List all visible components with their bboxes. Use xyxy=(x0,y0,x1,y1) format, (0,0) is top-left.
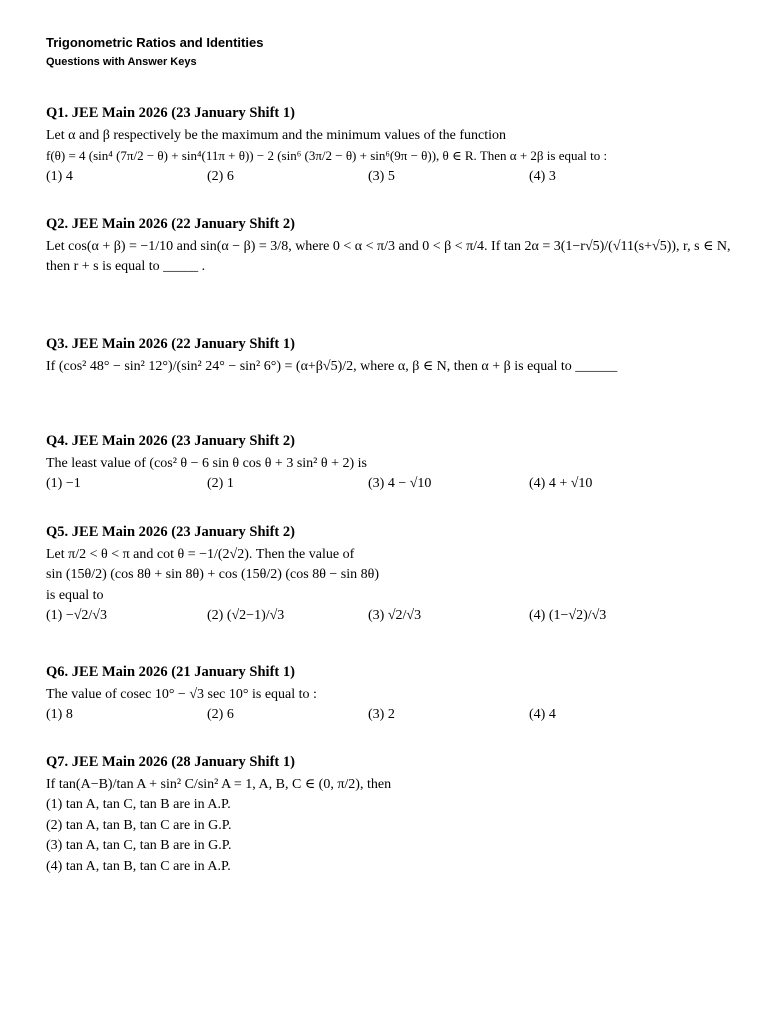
option-1: (1) −1 xyxy=(46,476,81,491)
answer-options xyxy=(46,474,726,495)
option-1: (1) −√2/√3 xyxy=(46,608,107,623)
option-4: (4) (1−√2)/√3 xyxy=(529,608,607,623)
question-equation: f(θ) = 4 (sin⁴ (7π/2 − θ) + sin⁴(11π + θ)) − 2 (sin⁶ (3π/2 − θ) + sin⁶(9π − θ)), θ ∈ R. Then α + 2β is equal to : xyxy=(46,148,608,163)
question-text: The least value of (cos² θ − 6 sin θ cos θ + 3 sin² θ + 2) is xyxy=(46,455,367,471)
question-heading: Q7. JEE Main 2026 (28 January Shift 1) xyxy=(46,754,295,770)
option-1: (1) 8 xyxy=(46,707,73,722)
option-3: (3) tan A, tan C, tan B are in G.P. xyxy=(46,838,232,853)
question-heading: Q5. JEE Main 2026 (23 January Shift 2) xyxy=(46,524,295,540)
question-text: The value of cosec 10° − √3 sec 10° is equal to : xyxy=(46,686,317,702)
question-text: If (cos² 48° − sin² 12°)/(sin² 24° − sin² 6°) = (α+β√5)/2, where α, β ∈ N, then α + β is equal to ______ xyxy=(46,358,618,374)
option-4: (4) tan A, tan B, tan C are in A.P. xyxy=(46,858,231,874)
option-2: (2) 1 xyxy=(207,476,234,491)
option-4: (4) 3 xyxy=(529,168,556,184)
option-3: (3) 5 xyxy=(368,168,395,184)
option-2: (2) 6 xyxy=(207,707,234,722)
question-text: Let α and β respectively be the maximum and the minimum values of the function xyxy=(46,127,507,143)
answer-options xyxy=(46,167,726,188)
question-heading: Q1. JEE Main 2026 (23 January Shift 1) xyxy=(46,105,295,121)
question-text: then r + s is equal to _____ . xyxy=(46,259,206,274)
question-text: If tan(A−B)/tan A + sin² C/sin² A = 1, A, B, C ∈ (0, π/2), then xyxy=(46,776,392,792)
question-5 xyxy=(46,522,726,627)
question-6 xyxy=(46,662,726,726)
question-heading: Q6. JEE Main 2026 (21 January Shift 1) xyxy=(46,664,295,680)
answer-options xyxy=(46,606,726,627)
document-title: Trigonometric Ratios and Identities xyxy=(46,35,264,50)
answer-options xyxy=(46,705,726,726)
option-2: (2) 6 xyxy=(207,168,234,184)
option-1: (1) tan A, tan C, tan B are in A.P. xyxy=(46,797,231,812)
option-1: (1) 4 xyxy=(46,168,73,184)
option-2: (2) tan A, tan B, tan C are in G.P. xyxy=(46,817,232,833)
question-4 xyxy=(46,431,726,495)
question-text: Let cos(α + β) = −1/10 and sin(α − β) = 3/8, where 0 < α < π/3 and 0 < β < π/4. If tan 2α = 3(1−r√5)/(√11(s+√5)), r, s ∈ N, xyxy=(46,238,731,254)
question-2 xyxy=(46,214,731,278)
question-text: sin (15θ/2) (cos 8θ + sin 8θ) + cos (15θ/2) (cos 8θ − sin 8θ) xyxy=(46,567,379,582)
option-4: (4) 4 + √10 xyxy=(529,476,593,491)
option-3: (3) √2/√3 xyxy=(368,608,422,623)
option-4: (4) 4 xyxy=(529,707,556,722)
question-1 xyxy=(46,103,726,187)
question-3 xyxy=(46,334,726,377)
option-2: (2) (√2−1)/√3 xyxy=(207,608,285,623)
question-heading: Q4. JEE Main 2026 (23 January Shift 2) xyxy=(46,433,295,449)
question-heading: Q3. JEE Main 2026 (22 January Shift 1) xyxy=(46,336,295,352)
document-subtitle: Questions with Answer Keys xyxy=(46,56,197,68)
option-3: (3) 2 xyxy=(368,707,395,722)
question-7 xyxy=(46,752,726,877)
question-heading: Q2. JEE Main 2026 (22 January Shift 2) xyxy=(46,216,295,232)
question-text: Let π/2 < θ < π and cot θ = −1/(2√2). Then the value of xyxy=(46,546,355,562)
option-3: (3) 4 − √10 xyxy=(368,476,432,491)
question-text: is equal to xyxy=(46,587,104,603)
